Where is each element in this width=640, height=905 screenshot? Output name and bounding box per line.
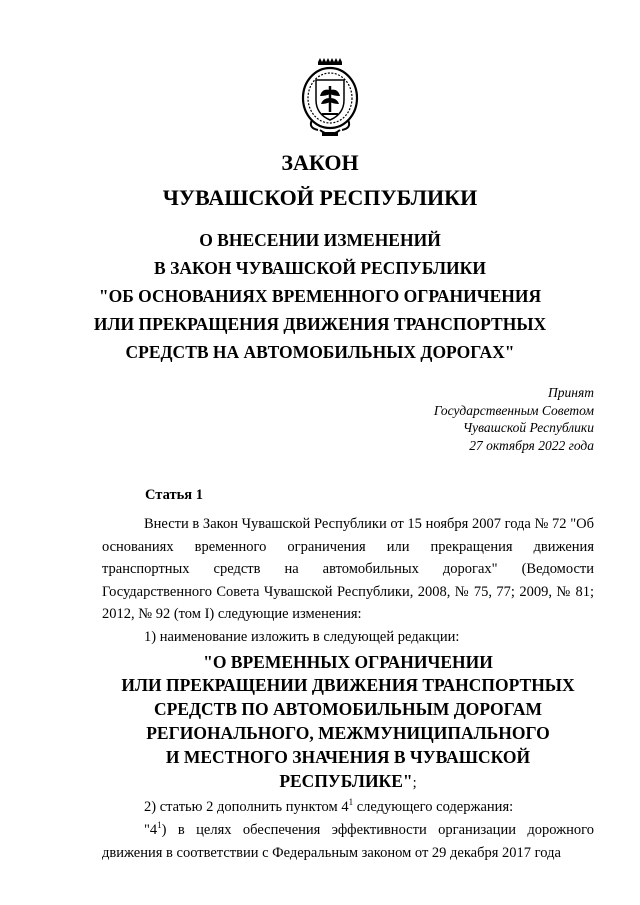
article-heading: Статья 1 [145, 487, 203, 503]
article-item-2 [102, 796, 594, 819]
new-title-line3: СРЕДСТВ ПО АВТОМОБИЛЬНЫМ ДОРОГАМ [154, 699, 542, 720]
item3-pre: "4 [144, 821, 158, 838]
item2-sup: 1 [348, 797, 354, 808]
subtitle-line2: В ЗАКОН ЧУВАШСКОЙ РЕСПУБЛИКИ [154, 258, 486, 278]
item2-pre: 2) статью 2 дополнить пунктом 4 [144, 799, 349, 816]
item2-post: следующего содержания: [353, 799, 514, 816]
adopted-line1: Принят [548, 385, 594, 400]
law-title-line2: ЧУВАШСКОЙ РЕСПУБЛИКИ [162, 185, 478, 210]
subtitle-line5: СРЕДСТВ НА АВТОМОБИЛЬНЫХ ДОРОГАХ" [125, 342, 515, 362]
law-subtitle [0, 226, 640, 366]
new-title-tail: ; [412, 774, 417, 791]
article-item-1: 1) наименование изложить в следующей редакции: [144, 628, 460, 645]
law-title [0, 145, 640, 215]
new-title-line1: "О ВРЕМЕННЫХ ОГРАНИЧЕНИИ [203, 651, 493, 672]
new-law-title [102, 651, 594, 796]
subtitle-line1: О ВНЕСЕНИИ ИЗМЕНЕНИЙ [199, 230, 441, 250]
item3-post: ) в целях обеспечения эффективности организации дорожного движения в соответствии с Федеральным законом от 29 декабря 2017 года [102, 821, 594, 861]
subtitle-line4: ИЛИ ПРЕКРАЩЕНИЯ ДВИЖЕНИЯ ТРАНСПОРТНЫХ [93, 314, 547, 334]
article-body [102, 513, 594, 864]
item3-sup: 1 [157, 820, 162, 831]
article-intro: Внести в Закон Чувашской Республики от 15 ноября 2007 года № 72 "Об основаниях временного ограничения или прекращения движения транспортных средств на автомобильных дорогах" (Ведомости Государственного Совета Чувашской Республики, 2008, № 75, 77; 2009, № 81; 2012, № 92 (том I) следующие изменения: [102, 516, 594, 623]
new-title-line5 [102, 746, 594, 796]
adoption-note [354, 384, 594, 454]
new-title-line4: РЕГИОНАЛЬНОГО, МЕЖМУНИЦИПАЛЬНОГО [146, 722, 550, 743]
adopted-line2: Государственным Советом [433, 402, 594, 418]
adopted-date: 27 октября 2022 года [469, 437, 594, 453]
subtitle-line3: "ОБ ОСНОВАНИЯХ ВРЕМЕННОГО ОГРАНИЧЕНИЯ [98, 286, 542, 306]
new-title-line5-text: И МЕСТНОГО ЗНАЧЕНИЯ В ЧУВАШСКОЙ РЕСПУБЛИКЕ" [165, 746, 531, 791]
new-title-line2: ИЛИ ПРЕКРАЩЕНИИ ДВИЖЕНИЯ ТРАНСПОРТНЫХ [121, 675, 575, 696]
article-item-3 [102, 819, 594, 864]
law-title-line1: ЗАКОН [281, 150, 359, 175]
adopted-line3: Чувашской Республики [462, 420, 594, 435]
coat-of-arms-icon [300, 56, 360, 140]
